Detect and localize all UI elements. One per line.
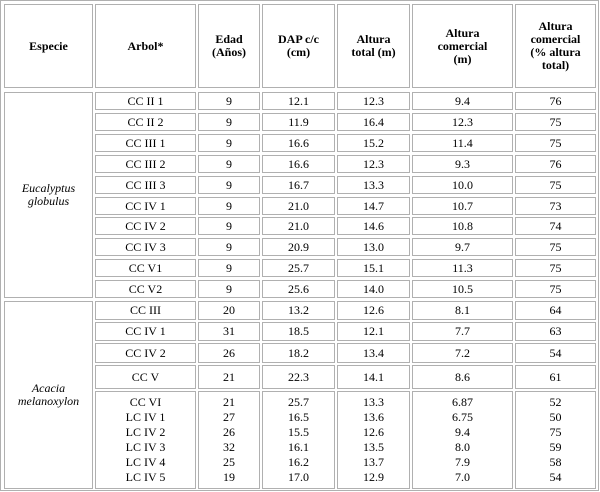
stacked-altura_comercial-value: 8.0 — [455, 440, 470, 454]
header-edad — [198, 4, 260, 88]
cell-edad-value: 9 — [226, 93, 232, 108]
cell-altura_comercial-value: 9.7 — [455, 239, 470, 254]
cell-altura_total — [337, 259, 410, 277]
cell-dap — [262, 113, 335, 131]
cell-dap-value: 18.5 — [288, 324, 309, 338]
cell-pct — [515, 365, 596, 389]
cell-altura_comercial — [412, 238, 513, 256]
cell-edad — [198, 92, 260, 110]
cell-altura_comercial — [412, 280, 513, 298]
stacked-arbol-value: LC IV 5 — [125, 470, 166, 484]
cell-pct — [515, 155, 596, 173]
cell-altura_comercial — [412, 301, 513, 320]
header-pct-altura — [515, 4, 596, 88]
cell-arbol — [95, 155, 196, 173]
cell-altura_comercial-value: 8.1 — [455, 303, 470, 317]
cell-altura_total — [337, 92, 410, 110]
stacked-dap-value: 16.2 — [288, 455, 309, 469]
header-altura-comercial-line3: (m) — [453, 51, 472, 66]
header-dap-line2: (cm) — [286, 45, 311, 59]
cell-edad — [198, 365, 260, 389]
species-acacia-line2: melanoxylon — [17, 394, 80, 408]
cell-pct-value: 76 — [549, 93, 562, 108]
cell-altura_comercial — [412, 134, 513, 152]
stacked-arbol-value: LC IV 3 — [125, 440, 166, 454]
cell-edad-value: 20 — [223, 303, 235, 317]
header-pct-line1: Altura — [538, 19, 573, 33]
cell-altura_total-value: 15.2 — [363, 135, 384, 150]
cell-dap-value: 16.6 — [288, 156, 309, 171]
cell-pct — [515, 259, 596, 277]
stacked-cell-edad — [198, 391, 260, 489]
stacked-cell-altura_total — [337, 391, 410, 489]
cell-edad — [198, 343, 260, 363]
stacked-altura_comercial-value: 6.87 — [452, 395, 473, 409]
cell-altura_comercial-value: 10.8 — [452, 218, 473, 233]
stacked-edad-value: 19 — [223, 470, 235, 484]
cell-dap — [262, 343, 335, 363]
cell-edad — [198, 280, 260, 298]
cell-pct-value: 75 — [549, 177, 562, 192]
cell-pct-value: 75 — [549, 114, 562, 129]
cell-altura_comercial-value: 10.7 — [452, 198, 473, 213]
cell-arbol-value: CC III 3 — [125, 177, 166, 192]
cell-arbol-value: CC IV 3 — [125, 239, 166, 254]
cell-altura_comercial — [412, 92, 513, 110]
cell-edad — [198, 217, 260, 235]
cell-arbol-value: CC III — [130, 303, 161, 317]
cell-pct-value: 75 — [549, 281, 562, 296]
cell-edad-value: 21 — [223, 369, 235, 384]
cell-altura_comercial-value: 11.3 — [452, 260, 473, 275]
cell-dap — [262, 176, 335, 194]
cell-edad — [198, 134, 260, 152]
cell-edad-value: 9 — [226, 114, 232, 129]
cell-altura_total — [337, 134, 410, 152]
stacked-cell-dap — [262, 391, 335, 489]
stacked-dap-value: 15.5 — [288, 425, 309, 439]
cell-pct — [515, 322, 596, 341]
cell-altura_total — [337, 238, 410, 256]
cell-altura_comercial — [412, 176, 513, 194]
cell-edad — [198, 113, 260, 131]
cell-pct — [515, 134, 596, 152]
cell-edad-value: 9 — [226, 156, 232, 171]
cell-dap — [262, 301, 335, 320]
cell-edad — [198, 176, 260, 194]
stacked-pct-value: 50 — [549, 410, 562, 424]
cell-arbol — [95, 134, 196, 152]
cell-dap-value: 25.7 — [288, 260, 309, 275]
cell-dap-value: 12.1 — [288, 93, 309, 108]
cell-altura_total-value: 13.0 — [363, 239, 384, 254]
stacked-altura_comercial-value: 7.0 — [455, 470, 470, 484]
stacked-cell-arbol — [95, 391, 196, 489]
cell-dap — [262, 259, 335, 277]
cell-arbol-value: CC III 1 — [125, 135, 166, 150]
cell-arbol — [95, 322, 196, 341]
cell-altura_total-value: 14.7 — [363, 198, 384, 213]
stacked-cell-altura_comercial — [412, 391, 513, 489]
header-edad-line1: Edad — [215, 32, 243, 46]
cell-dap — [262, 280, 335, 298]
cell-pct-value: 63 — [549, 324, 562, 338]
stacked-arbol-value: LC IV 4 — [125, 455, 166, 469]
cell-pct-value: 64 — [549, 303, 562, 317]
cell-edad — [198, 238, 260, 256]
cell-dap-value: 22.3 — [288, 369, 309, 384]
cell-arbol — [95, 176, 196, 194]
cell-altura_comercial — [412, 365, 513, 389]
stacked-altura_total-value: 13.5 — [363, 440, 384, 454]
cell-altura_total-value: 12.6 — [363, 303, 384, 317]
cell-pct-value: 54 — [549, 345, 562, 360]
stacked-dap-value: 16.5 — [288, 410, 309, 424]
cell-dap — [262, 134, 335, 152]
cell-arbol — [95, 259, 196, 277]
cell-dap-value: 16.7 — [288, 177, 309, 192]
cell-altura_total — [337, 322, 410, 341]
cell-altura_comercial — [412, 197, 513, 215]
cell-altura_total — [337, 343, 410, 363]
species-eucalyptus-line2: globulus — [27, 194, 70, 208]
cell-arbol — [95, 238, 196, 256]
cell-arbol-value: CC V2 — [128, 281, 163, 296]
cell-arbol-value: CC IV 2 — [125, 218, 166, 233]
cell-pct-value: 74 — [549, 218, 562, 233]
cell-dap — [262, 217, 335, 235]
cell-edad-value: 9 — [226, 198, 232, 213]
stacked-altura_total-value: 13.6 — [363, 410, 384, 424]
cell-edad-value: 9 — [226, 135, 232, 150]
cell-edad — [198, 155, 260, 173]
cell-altura_comercial — [412, 259, 513, 277]
cell-altura_comercial — [412, 217, 513, 235]
cell-pct-value: 76 — [549, 156, 562, 171]
header-altura-comercial — [412, 4, 513, 88]
stacked-edad-value: 26 — [223, 425, 235, 439]
header-pct-line2: comercial — [530, 32, 581, 46]
stacked-edad-value: 25 — [223, 455, 235, 469]
cell-altura_comercial — [412, 322, 513, 341]
species-eucalyptus-line1: Eucalyptus — [21, 181, 76, 195]
cell-altura_total-value: 13.4 — [363, 345, 384, 360]
cell-dap-value: 11.9 — [288, 114, 309, 129]
cell-altura_total-value: 12.1 — [363, 324, 384, 338]
cell-dap — [262, 322, 335, 341]
header-altura-total-line1: Altura — [356, 32, 391, 46]
cell-altura_total-value: 12.3 — [363, 156, 384, 171]
cell-arbol — [95, 113, 196, 131]
header-altura-total-line2: total (m) — [351, 45, 396, 59]
cell-dap-value: 16.6 — [288, 135, 309, 150]
cell-altura_comercial-value: 7.7 — [455, 324, 470, 338]
cell-altura_total-value: 15.1 — [363, 260, 384, 275]
cell-pct — [515, 92, 596, 110]
header-pct-line4: total) — [541, 58, 570, 72]
header-dap — [262, 4, 335, 88]
stacked-dap-value: 17.0 — [288, 470, 309, 484]
stacked-pct-value: 52 — [549, 395, 562, 409]
cell-pct — [515, 343, 596, 363]
header-especie-text: Especie — [29, 38, 68, 53]
stacked-pct-value: 54 — [549, 470, 562, 484]
header-edad-line2: (Años) — [211, 45, 246, 59]
stacked-altura_comercial-value: 6.75 — [452, 410, 473, 424]
cell-altura_total-value: 14.1 — [363, 369, 384, 384]
stacked-altura_total-value: 13.3 — [363, 395, 384, 409]
cell-arbol — [95, 365, 196, 389]
stacked-dap-value: 16.1 — [288, 440, 309, 454]
cell-dap — [262, 92, 335, 110]
cell-altura_total-value: 13.3 — [363, 177, 384, 192]
cell-edad-value: 9 — [226, 260, 232, 275]
cell-altura_comercial — [412, 113, 513, 131]
header-altura-comercial-line1: Altura — [445, 25, 480, 40]
cell-arbol-value: CC IV 2 — [125, 345, 166, 360]
cell-dap-value: 18.2 — [288, 345, 309, 360]
cell-pct — [515, 197, 596, 215]
stacked-edad-value: 32 — [223, 440, 235, 454]
stacked-cell-pct — [515, 391, 596, 489]
cell-arbol — [95, 301, 196, 320]
cell-pct-value: 75 — [549, 239, 562, 254]
header-altura-total — [337, 4, 410, 88]
cell-edad — [198, 197, 260, 215]
species-acacia-line1: Acacia — [31, 381, 66, 395]
cell-altura_total — [337, 113, 410, 131]
cell-altura_total — [337, 155, 410, 173]
cell-arbol-value: CC III 2 — [125, 156, 166, 171]
cell-pct-value: 75 — [549, 135, 562, 150]
cell-altura_total — [337, 176, 410, 194]
cell-altura_total — [337, 197, 410, 215]
cell-altura_comercial-value: 11.4 — [452, 135, 473, 150]
cell-altura_total — [337, 301, 410, 320]
cell-altura_comercial-value: 12.3 — [452, 114, 473, 129]
cell-pct — [515, 217, 596, 235]
cell-altura_total — [337, 280, 410, 298]
cell-arbol-value: CC II 2 — [127, 114, 164, 129]
cell-arbol — [95, 92, 196, 110]
cell-edad-value: 31 — [223, 324, 235, 338]
cell-edad-value: 9 — [226, 281, 232, 296]
cell-dap — [262, 197, 335, 215]
cell-pct — [515, 176, 596, 194]
header-altura-comercial-line2: comercial — [437, 38, 488, 53]
cell-edad — [198, 301, 260, 320]
cell-edad-value: 9 — [226, 177, 232, 192]
stacked-arbol-value: CC VI — [129, 395, 162, 409]
cell-dap-value: 20.9 — [288, 239, 309, 254]
cell-pct — [515, 280, 596, 298]
cell-altura_total — [337, 365, 410, 389]
cell-arbol — [95, 197, 196, 215]
cell-arbol — [95, 343, 196, 363]
cell-altura_comercial — [412, 343, 513, 363]
cell-arbol — [95, 217, 196, 235]
cell-dap — [262, 365, 335, 389]
cell-dap-value: 21.0 — [288, 218, 309, 233]
cell-pct-value: 73 — [549, 198, 562, 213]
stacked-dap-value: 25.7 — [288, 395, 309, 409]
stacked-pct-value: 59 — [549, 440, 562, 454]
cell-altura_comercial-value: 9.3 — [455, 156, 470, 171]
cell-altura_comercial-value: 9.4 — [455, 93, 470, 108]
cell-dap-value: 13.2 — [288, 303, 309, 317]
cell-altura_total-value: 16.4 — [363, 114, 384, 129]
cell-edad-value: 26 — [223, 345, 235, 360]
cell-altura_total-value: 14.6 — [363, 218, 384, 233]
cell-altura_total — [337, 217, 410, 235]
header-arbol — [95, 4, 196, 88]
stacked-pct-value: 75 — [549, 425, 562, 439]
cell-arbol — [95, 280, 196, 298]
stacked-edad-value: 27 — [223, 410, 235, 424]
species-cell-eucalyptus — [4, 92, 93, 298]
cell-altura_comercial-value: 10.5 — [452, 281, 473, 296]
stacked-altura_comercial-value: 9.4 — [455, 425, 470, 439]
cell-dap — [262, 238, 335, 256]
header-pct-line3: (% altura — [530, 45, 581, 59]
header-arbol-text: Arbol* — [127, 38, 164, 53]
cell-pct-value: 75 — [549, 260, 562, 275]
cell-edad — [198, 322, 260, 341]
cell-arbol-value: CC IV 1 — [125, 324, 166, 338]
cell-altura_comercial-value: 8.6 — [455, 369, 470, 384]
stacked-altura_comercial-value: 7.9 — [455, 455, 470, 469]
cell-altura_total-value: 12.3 — [363, 93, 384, 108]
cell-edad — [198, 259, 260, 277]
cell-altura_total-value: 14.0 — [363, 281, 384, 296]
stacked-arbol-value: LC IV 1 — [125, 410, 166, 424]
cell-dap-value: 21.0 — [288, 198, 309, 213]
cell-pct-value: 61 — [549, 369, 562, 384]
cell-arbol-value: CC IV 1 — [125, 198, 166, 213]
cell-arbol-value: CC V — [131, 369, 160, 384]
cell-edad-value: 9 — [226, 239, 232, 254]
cell-arbol-value: CC II 1 — [127, 93, 164, 108]
header-dap-line1: DAP c/c — [278, 32, 319, 46]
stacked-edad-value: 21 — [223, 395, 235, 409]
stacked-pct-value: 58 — [549, 455, 562, 469]
cell-arbol-value: CC V1 — [128, 260, 163, 275]
header-especie — [4, 4, 93, 88]
cell-altura_comercial — [412, 155, 513, 173]
cell-pct — [515, 301, 596, 320]
cell-pct — [515, 113, 596, 131]
cell-dap — [262, 155, 335, 173]
cell-pct — [515, 238, 596, 256]
cell-altura_comercial-value: 10.0 — [452, 177, 473, 192]
species-cell-acacia — [4, 301, 93, 489]
cell-altura_comercial-value: 7.2 — [455, 345, 470, 360]
stacked-altura_total-value: 12.6 — [363, 425, 384, 439]
stacked-altura_total-value: 13.7 — [363, 455, 384, 469]
stacked-arbol-value: LC IV 2 — [125, 425, 166, 439]
cell-edad-value: 9 — [226, 218, 232, 233]
cell-dap-value: 25.6 — [288, 281, 309, 296]
stacked-altura_total-value: 12.9 — [363, 470, 384, 484]
